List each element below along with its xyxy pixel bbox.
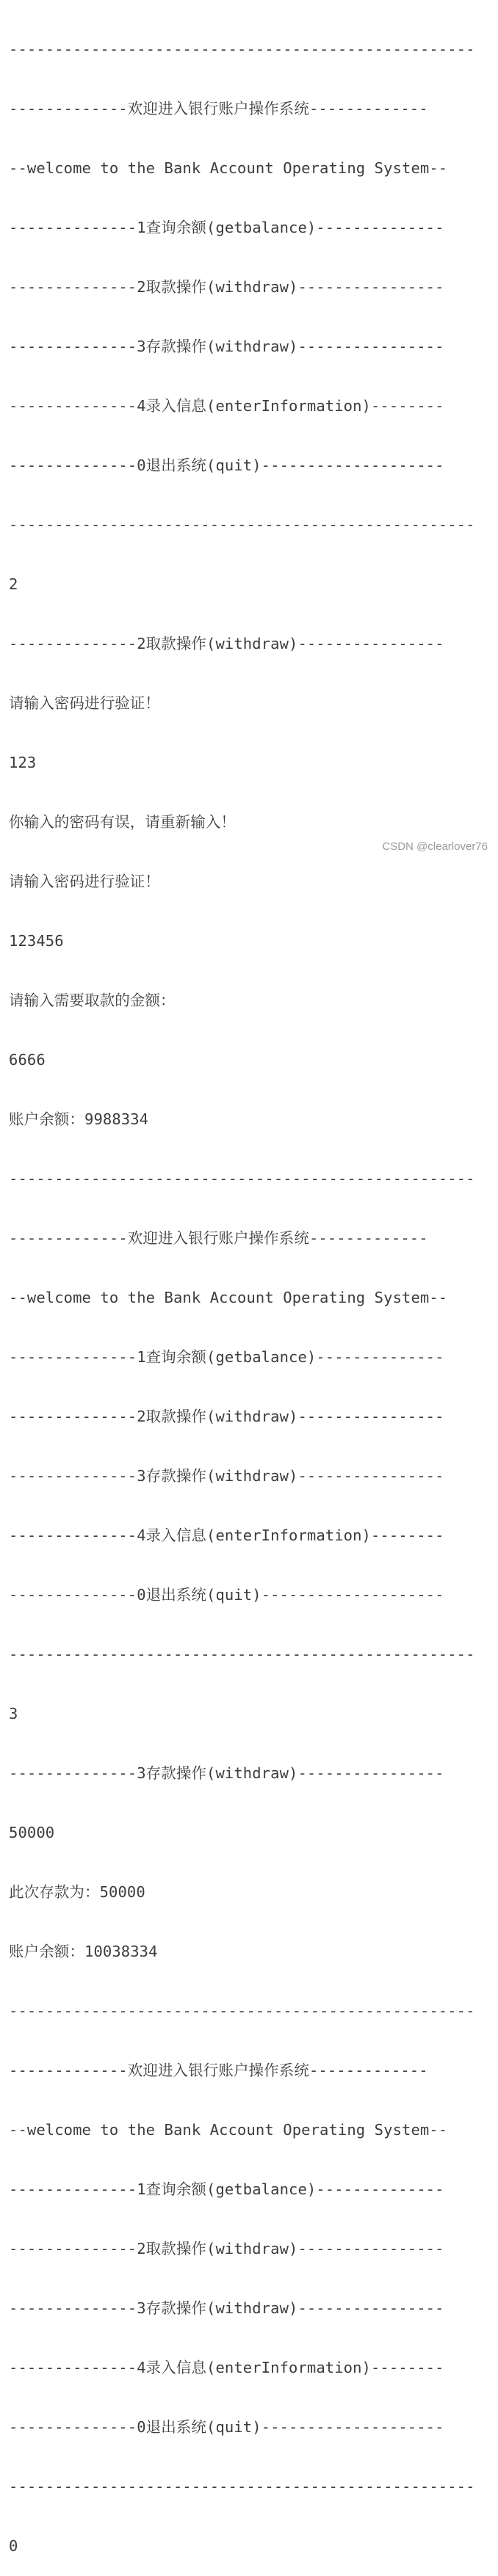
watermark-label: CSDN @clearlover76: [382, 840, 488, 853]
console-line: --------------1查询余额(getbalance)--------------: [9, 2180, 444, 2198]
console-line: 此次存款为：50000: [9, 1883, 145, 1901]
console-line: 50000: [9, 1824, 55, 1841]
console-line: --------------3存款操作(withdraw)----------------: [9, 1764, 444, 1782]
console-line: --------------4录入信息(enterInformation)--------: [9, 2359, 444, 2376]
console-line: 2: [9, 575, 18, 593]
console-line: --------------2取款操作(withdraw)----------------: [9, 2240, 444, 2257]
console-line: 123: [9, 754, 37, 771]
console-output: [9, 0, 498, 2576]
console-line: 请输入密码进行验证！: [9, 694, 160, 712]
console-line: --------------1查询余额(getbalance)--------------: [9, 219, 444, 236]
console-line: --------------3存款操作(withdraw)----------------: [9, 338, 444, 355]
console-line: --welcome to the Bank Account Operating System--: [9, 1289, 448, 1306]
console-line: ---------------------------------------------------: [9, 516, 475, 534]
console-line: --------------4录入信息(enterInformation)--------: [9, 397, 444, 415]
console-line: --------------1查询余额(getbalance)--------------: [9, 1348, 444, 1366]
console-line: ---------------------------------------------------: [9, 1170, 475, 1187]
console-line: -------------欢迎进入银行账户操作系统-------------: [9, 100, 428, 117]
console-line: --------------3存款操作(withdraw)----------------: [9, 1467, 444, 1485]
console-line: ---------------------------------------------------: [9, 2478, 475, 2495]
console-line: --------------2取款操作(withdraw)----------------: [9, 1408, 444, 1425]
console-line: 3: [9, 1705, 18, 1722]
console-line: --------------0退出系统(quit)--------------------: [9, 2418, 444, 2436]
console-line: ---------------------------------------------------: [9, 1645, 475, 1663]
console-line: 你输入的密码有误，请重新输入！: [9, 813, 236, 831]
console-line: 6666: [9, 1051, 46, 1069]
console-line: 请输入密码进行验证！: [9, 873, 160, 890]
console-line: --------------2取款操作(withdraw)----------------: [9, 278, 444, 296]
console-line: 请输入需要取款的金额：: [9, 992, 176, 1009]
console-line: ---------------------------------------------------: [9, 2002, 475, 2020]
console-line: --welcome to the Bank Account Operating System--: [9, 159, 448, 177]
console-line: -------------欢迎进入银行账户操作系统-------------: [9, 2062, 428, 2079]
console-line: 0: [9, 2537, 18, 2555]
console-line: -------------欢迎进入银行账户操作系统-------------: [9, 1229, 428, 1247]
console-line: ---------------------------------------------------: [9, 40, 475, 58]
console-line: 账户余额：10038334: [9, 1943, 158, 1960]
console-line: --welcome to the Bank Account Operating System--: [9, 2121, 448, 2139]
console-line: --------------4录入信息(enterInformation)--------: [9, 1527, 444, 1544]
console-line: 账户余额：9988334: [9, 1110, 149, 1128]
console-line: 123456: [9, 932, 64, 950]
console-line: --------------0退出系统(quit)--------------------: [9, 456, 444, 474]
console-line: --------------2取款操作(withdraw)----------------: [9, 635, 444, 652]
console-line: --------------0退出系统(quit)--------------------: [9, 1586, 444, 1604]
console-line: --------------3存款操作(withdraw)----------------: [9, 2299, 444, 2317]
